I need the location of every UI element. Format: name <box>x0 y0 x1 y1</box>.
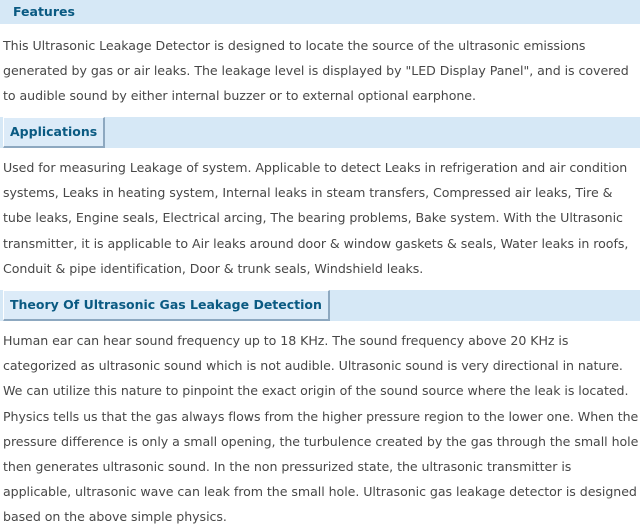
features-paragraph: This Ultrasonic Leakage Detector is designed to locate the source of the ultrasonic emissions generated by gas or air leaks. The leakage level is displayed by "LED Display Panel", and is covered to audible sound by either internal buzzer or to external optional earphone. <box>3 38 629 104</box>
applications-paragraph: Used for measuring Leakage of system. Applicable to detect Leaks in refrigeration and air condition systems, Leaks in heating system, Internal leaks in steam transfers, Compressed air leaks, Tire & tube leaks, Engine seals, Electrical arcing, The bearing problems, Bake system. With the Ultrasonic transmitter, it is applicable to Air leaks around door & window gaskets & seals, Water leaks in roofs, Conduit & pipe identification, Door & trunk seals, Windshield leaks. <box>3 160 629 276</box>
applications-heading: Applications <box>3 117 105 148</box>
theory-paragraph: Human ear can hear sound frequency up to 18 KHz. The sound frequency above 20 KHz is categorized as ultrasonic sound which is not audible. Ultrasonic sound is very directional in nature. We can utilize this nature to pinpoint the exact origin of the sound source where the leak is located. Physics tells us that the gas always flows from the higher pressure region to the lower one. When the pressure difference is only a small opening, the turbulence created by the gas through the small hole then generates ultrasonic sound. In the non pressurized state, the ultrasonic transmitter is applicable, ultrasonic wave can leak from the small hole. Ultrasonic gas leakage detector is designed based on the above simple physics. <box>3 333 639 525</box>
theory-heading: Theory Of Ultrasonic Gas Leakage Detection <box>3 290 330 321</box>
features-heading: Features <box>13 3 75 19</box>
features-header-band <box>0 0 640 24</box>
